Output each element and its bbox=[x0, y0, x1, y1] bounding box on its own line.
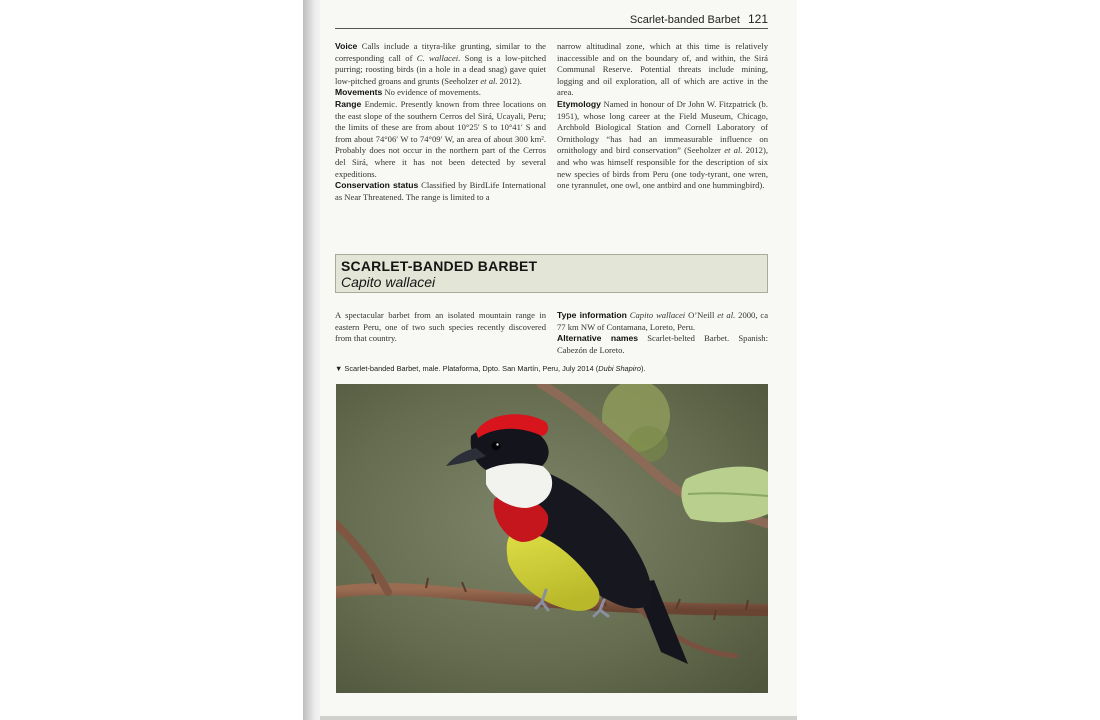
voice-text: Calls include a tityra-like grunting, similar to the corresponding call of bbox=[335, 41, 546, 63]
caption-end: ). bbox=[641, 364, 646, 373]
range-text: Endemic. Presently known from three locations on the east slope of the southern Cerros del Sirá, Ucayali, Peru; the limits of these are from about 10°25′ S to 10°41′ S and from about 74°06′ W to 74°09′ W, an area of about 300 km². Probably does not occur in the northern part of the Cerros del Sirá, where it has not been detected by several expeditions. bbox=[335, 98, 546, 179]
voice-text-2: . Song is a low-pitched purring; roosting birds (in a hole in a dead snag) gave quiet low-pitched groans and grunts (Seeholzer bbox=[335, 52, 546, 86]
bird-eye-highlight bbox=[496, 443, 498, 445]
type-information-text-2: 2000, ca 77 km NW of Contamana, Loreto, Peru. bbox=[557, 310, 769, 332]
type-information-paragraph bbox=[557, 310, 768, 333]
alternative-names-text: Scarlet-belted Barbet. Spanish: Cabezón de Loreto. bbox=[557, 333, 768, 355]
photo-caption bbox=[335, 364, 768, 373]
type-information-species: Capito wallacei bbox=[629, 310, 686, 320]
species-details bbox=[557, 310, 768, 356]
voice-paragraph bbox=[335, 41, 546, 87]
alternative-names-label: Alternative names bbox=[557, 333, 639, 344]
header-rule bbox=[335, 28, 768, 29]
species-scientific-name: Capito wallacei bbox=[341, 274, 436, 290]
conservation-continuation: narrow altitudinal zone, which at this time is relatively inaccessible and on the boundary of, and within, the Sirá Communal Reserve. Potential threats include mining, logging and oil exploration, all of which are active in the area. bbox=[557, 41, 768, 98]
movements-text: No evidence of movements. bbox=[384, 87, 481, 98]
caption-text: Scarlet-banded Barbet, male. Plataforma, Dpto. San Martín, Peru, July 2014 ( bbox=[344, 364, 599, 373]
page-bottom-edge bbox=[320, 716, 797, 720]
voice-etal: et al. bbox=[480, 75, 498, 86]
caption-triangle-icon: ▼ bbox=[335, 364, 343, 373]
alternative-names-paragraph bbox=[557, 333, 768, 356]
species-common-name: SCARLET-BANDED BARBET bbox=[341, 258, 538, 274]
conservation-paragraph bbox=[335, 180, 546, 203]
voice-species: C. wallacei bbox=[416, 52, 459, 63]
species-heading-box bbox=[335, 254, 768, 293]
bird-photo bbox=[336, 384, 768, 693]
movements-label: Movements bbox=[335, 87, 383, 98]
species-intro bbox=[335, 310, 546, 345]
type-information-etal: et al. bbox=[717, 310, 736, 320]
conservation-label: Conservation status bbox=[335, 180, 419, 191]
caption-credit: Dubi Shapiro bbox=[598, 364, 641, 373]
type-information-label: Type information bbox=[557, 310, 627, 320]
running-head bbox=[335, 12, 768, 26]
type-information-text: O’Neill bbox=[685, 310, 718, 320]
range-label: Range bbox=[335, 98, 362, 109]
etymology-text: Named in honour of Dr John W. Fitzpatrick (b. 1951), whose long career at the Field Museum, Chicago, Archbold Biological Station and Cornell Laboratory of Ornithology “has had an immeasurable influence on ornithology and bird conservation” (Seeholzer bbox=[557, 98, 768, 156]
left-text-column bbox=[335, 41, 546, 203]
bird-photo-illustration bbox=[336, 384, 768, 693]
etymology-text-2: 2012), and who was himself responsible for the description of six new species of birds from Peru (one tody-tyrant, one wren, one tyrannulet, one owl, one antbird and one hummingbird). bbox=[557, 145, 768, 191]
right-text-column bbox=[557, 41, 768, 192]
etymology-label: Etymology bbox=[557, 98, 601, 109]
page-number: 121 bbox=[747, 12, 768, 26]
etymology-paragraph bbox=[557, 99, 768, 192]
voice-text-3: 2012). bbox=[497, 75, 522, 86]
voice-label: Voice bbox=[335, 41, 358, 51]
species-intro-text: A spectacular barbet from an isolated mountain range in eastern Peru, one of two such species recently discovered from that country. bbox=[335, 310, 546, 344]
conservation-text: Classified by BirdLife International as Near Threatened. The range is limited to a bbox=[335, 180, 546, 202]
etymology-etal: et al. bbox=[724, 145, 743, 156]
movements-paragraph bbox=[335, 87, 546, 99]
bird-eye bbox=[492, 442, 501, 451]
running-head-title: Scarlet-banded Barbet bbox=[629, 14, 740, 26]
range-paragraph bbox=[335, 99, 546, 180]
